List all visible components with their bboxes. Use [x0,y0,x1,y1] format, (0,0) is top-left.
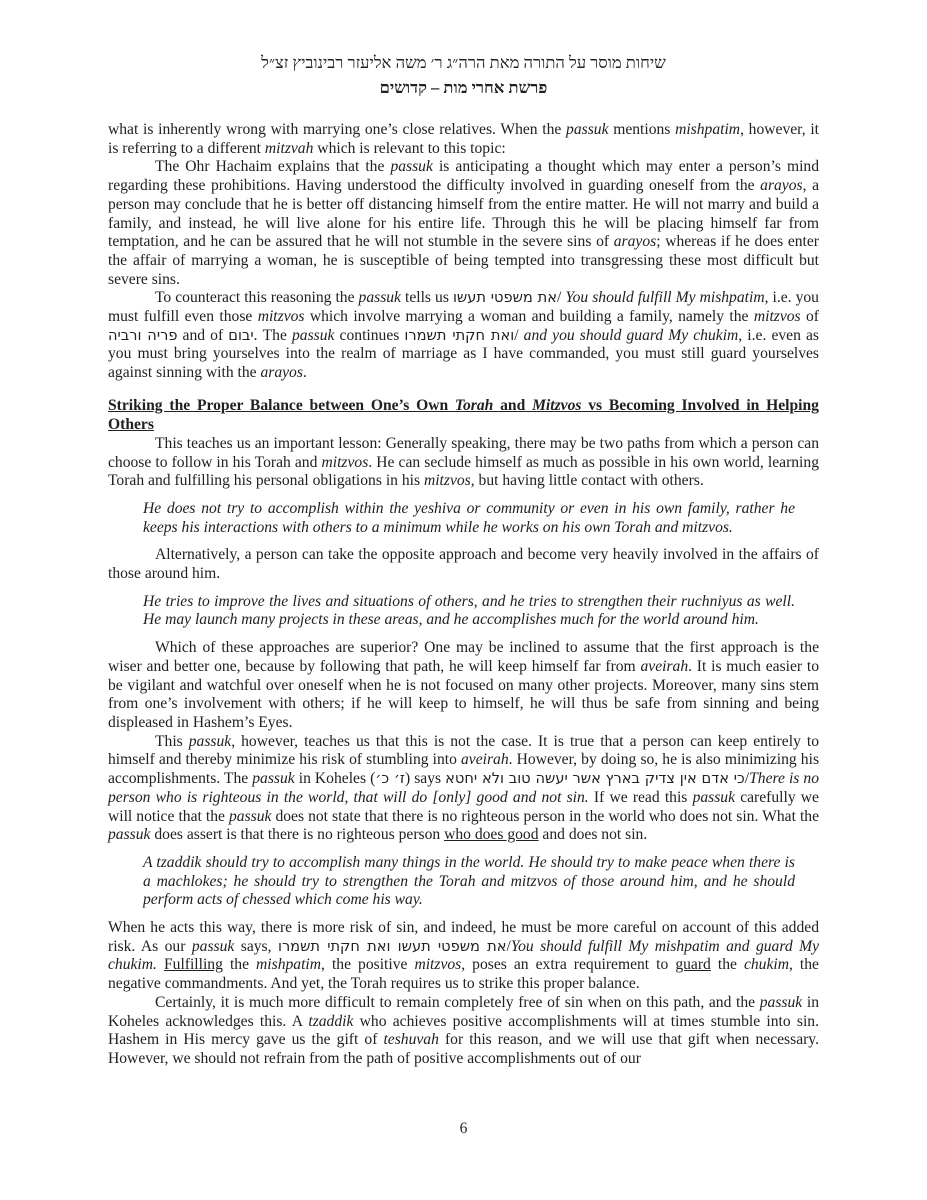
text-segment: passuk [692,788,736,806]
text-segment [157,956,164,973]
text-segment: passuk [252,770,295,788]
text-segment: of [800,308,819,326]
text-segment: Certainly, it is much more difficult to remain completely free of sin when on this path, and the [155,993,760,1011]
text-segment: He tries to improve the lives and situations of others, and he tries to strengthen their ruchniyus as well. He may launch many projects in these areas, and he accomplishes much for the world around him. [143,592,795,629]
text-segment: , the positive [321,956,415,974]
text-segment: , but having little contact with others. [470,472,704,490]
paragraph [108,733,819,845]
text-segment: what is inherently wrong with marrying one’s close relatives. When the [108,121,567,138]
text-segment: the [222,956,257,974]
text-segment: passuk [358,289,401,307]
text-segment: . The [253,326,292,344]
text-segment: , a person may conclude that he is better off distancing himself from the entire matter. He will not marry and build a family, and instead, he will live alone for his entire life. Through this he will be placing himself far from temptation, and he can be assured that he will not stumble in the severe sins of [108,177,819,251]
text-segment: aveirah [640,657,689,675]
text-segment: and of [177,326,229,344]
text-segment: passuk [390,158,433,176]
text-segment: / [506,937,511,955]
block-quote [143,500,795,537]
text-segment: . It is much easier to be vigilant and watchful over oneself when he is not focused on many other projects. Moreover, many sins stem from one’s involvement with others; if he will keep to himself, he will thus be safe from sinning and being displeased in Hashem’s Eyes. [108,657,819,731]
text-segment: He does not try to accomplish within the yeshiva or community or even in his own family, rather he keeps his interactions with others to a minimum while he works on his own Torah and mitzvos. [143,499,795,536]
text-segment: To counteract this reasoning the [155,289,359,307]
block-quote [143,593,795,630]
text-segment: in Koheles acknowledges this. A [108,993,819,1030]
text-segment: and you should guard My chukim [523,326,739,344]
text-segment: Mitzvos [532,396,582,414]
paragraph [108,546,819,583]
text-segment: tells us [400,289,453,307]
text-segment: mitzvos [321,453,369,471]
text-segment: passuk [191,937,235,955]
paragraph [108,158,819,289]
text-segment: , the negative commandments. And yet, the Torah requires us to strike this proper balance. [108,956,819,993]
text-segment: passuk [292,326,335,344]
text-segment: passuk [188,732,232,750]
text-segment: Alternatively, a person can take the opposite approach and become very heavily involved in the affairs of those around him. [108,546,819,583]
text-segment: There is no person who is righteous in the world, that will do [only] good and not sin. [108,770,819,806]
block-quote [143,854,795,910]
text-segment: tzaddik [308,1012,354,1030]
page-number: 6 [459,1120,468,1137]
text-segment: , i.e. you must fulfill even those [108,289,819,326]
text-segment: mitzvos [423,472,471,490]
hebrew-text: ואת חקתי תשמרו [404,326,515,344]
text-segment: who does good [444,826,539,844]
text-segment: A tzaddik should try to accomplish many things in the world. He should try to make peace when there is a machlokes; he should try to strengthen the Torah and mitzvos of those around him, and he should perform acts of chessed which come his way. [143,853,795,909]
text-segment: arayos [260,364,303,382]
text-segment: the [710,956,744,974]
text-segment: in Koheles ( [294,770,376,788]
text-segment: who achieves positive accomplishments will at times stumble into sin. Hashem in His mercy gave us the gift of [108,1012,819,1049]
paragraph [108,639,819,733]
document-content [108,50,819,1069]
text-segment: vs Becoming Involved in Helping Others [108,396,819,434]
text-segment: passuk [566,121,609,138]
text-segment: mitzvos [753,308,801,326]
text-segment: . He can seclude himself as much as possible in his own world, learning Torah and fulfilling his personal obligations in his [108,453,819,490]
text-segment: and [493,396,533,414]
text-segment: Torah [454,396,494,414]
paragraph [108,121,819,158]
paragraph [108,289,819,383]
text-segment: mitzvos [414,956,462,974]
text-segment: for this reason, and we will use that gift when necessary. However, we should not refrain from the path of positive accomplishments out of our [108,1031,819,1067]
paragraph [108,919,819,994]
document-header [108,50,819,100]
hebrew-text: פריה ורביה [108,326,178,344]
text-segment: aveirah [461,751,509,769]
text-segment: , however, it is referring to a different [108,121,819,157]
text-segment: / [514,326,524,344]
text-segment: says, [234,937,278,955]
hebrew-text: ז׳ כ׳ [375,770,405,788]
text-segment: guard [675,956,711,974]
page-footer [0,1120,927,1138]
text-segment: Which of these approaches are superior? One may be inclined to assume that the first approach is the wiser and better one, because by following that path, he will keep himself far from [108,639,819,675]
text-segment: is anticipating a thought which may enter a person’s mind regarding these prohibitions. Having understood the difficulty involved in guarding oneself from the [108,158,820,195]
text-segment: ) says [404,770,446,788]
text-segment: / [744,770,750,788]
text-segment: which is relevant to this topic: [313,139,506,157]
hebrew-text: את משפטי תעשו ואת חקתי תשמרו [277,937,507,955]
text-segment: This [155,732,189,750]
text-segment: , i.e. even as you must bring yourselves into the realm of marriage as I have commanded, you must still guard yourselves against sinning with the [108,326,819,382]
text-segment: . However, by doing so, he is also minimizing his accomplishments. The [108,751,820,788]
text-segment: passuk [228,807,272,825]
text-segment: and does not sin. [538,826,648,844]
text-segment: arayos [760,177,803,195]
text-segment: passuk [759,993,803,1011]
text-segment: , poses an extra requirement to [461,956,676,974]
text-segment: The Ohr Hachaim explains that the [155,158,391,176]
section-heading [108,396,819,435]
text-segment: . [302,364,307,382]
hebrew-text: יבום [228,326,254,344]
text-segment: does not state that there is no righteous person in the world who does not sin. What the [271,807,819,825]
paragraph [108,435,819,491]
text-segment: continues [334,326,405,344]
text-segment: which involve marrying a woman and building a family, namely the [304,308,754,326]
text-segment: You should fulfill My mishpatim [565,289,765,307]
text-segment: ; whereas if he does enter the affair of marrying a woman, he is susceptible of being tempted into transgressing these most difficult but severe sins. [108,233,819,288]
text-segment: You should fulfill My mishpatim and guard My chukim. [108,937,819,974]
document-title-hebrew: שיחות מוסר על התורה מאת הרה״ג ר׳ משה אליעזר רבינוביץ זצ״ל [261,53,666,72]
text-segment: teshuvah [383,1031,439,1049]
hebrew-text: כי אדם אין צדיק בארץ אשר יעשה טוב ולא יחטא [445,770,745,788]
text-segment: Fulfilling [163,956,223,974]
text-segment: mitzvah [264,139,314,157]
text-segment: passuk [108,826,151,844]
text-segment: This teaches us an important lesson: Generally speaking, there may be two paths from which a person can choose to follow in his Torah and [108,434,819,471]
text-segment: If we read this [588,788,693,806]
text-segment: chukim [743,956,789,974]
text-segment: Striking the Proper Balance between One’s Own [108,396,455,414]
text-segment: arayos [613,233,657,251]
text-segment: mishpatim [256,956,322,974]
hebrew-text: את משפטי תעשו [452,289,557,307]
text-segment: , however, teaches us that this is not the case. It is true that a person can keep entirely to himself and thereby minimize his risk of stumbling into [108,732,820,769]
text-segment: mitzvos [257,308,305,326]
text-segment: mishpatim [675,121,741,138]
text-segment: When he acts this way, there is more risk of sin, and indeed, he must be more careful on account of this added risk. As our [108,919,819,955]
paragraph [108,994,819,1069]
text-segment: mentions [608,121,676,138]
text-segment: / [556,289,566,307]
text-segment: does assert is that there is no righteous person [150,826,445,844]
text-segment: carefully we will notice that the [108,788,819,825]
parsha-title-hebrew: פרשת אחרי מות – קדושים [379,78,548,97]
document-body [108,121,819,1069]
